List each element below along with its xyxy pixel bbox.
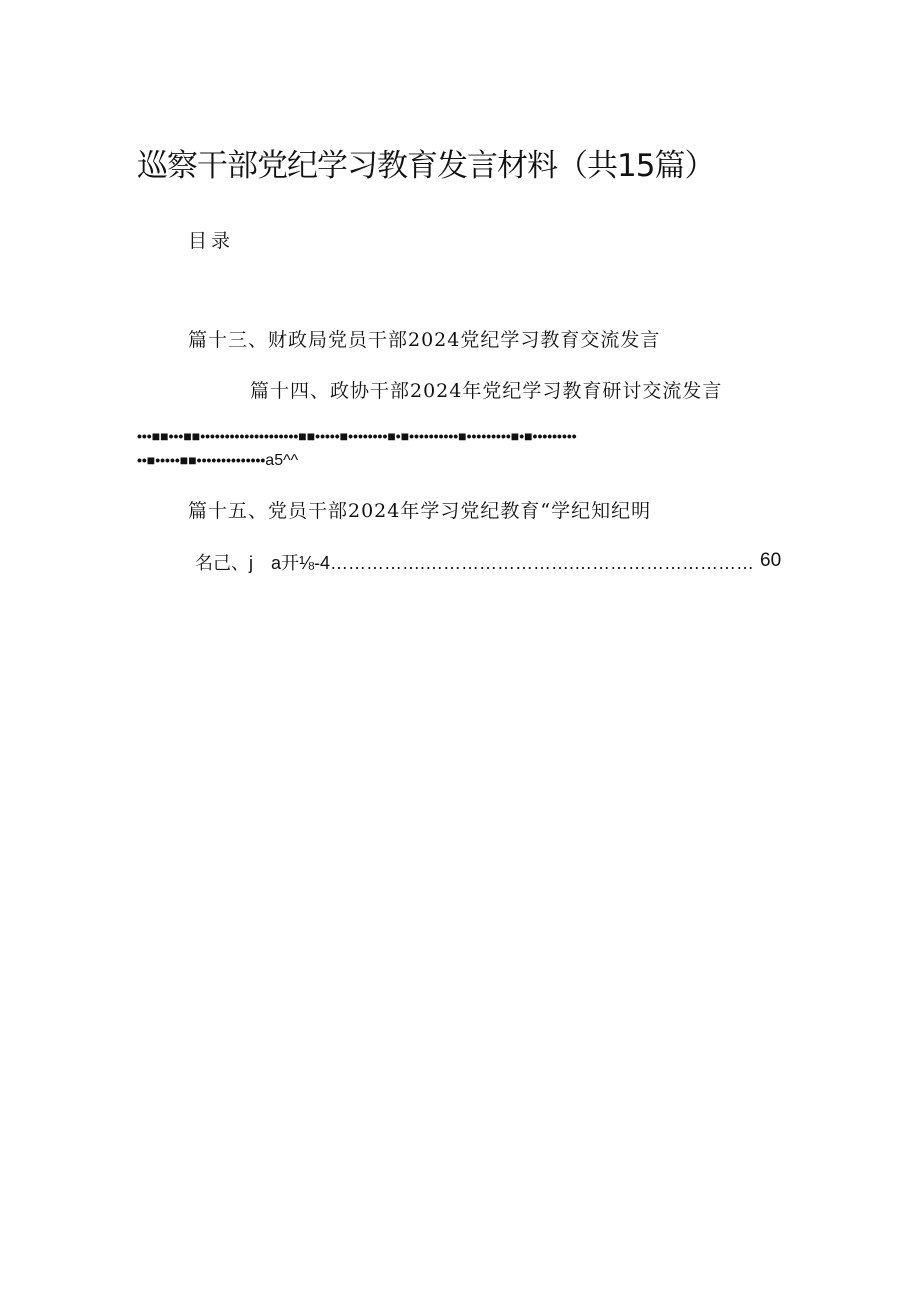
document-title: 巡察干部党纪学习教育发言材料（共15篇） [137,148,715,184]
toc-entry-15-continued [195,549,782,575]
toc-page-number: 60 [760,550,782,571]
toc-entry-14: 篇十四、政协干部2024年党纪学习教育研讨交流发言 [250,380,723,402]
toc-page-number: a5^^ [265,452,299,469]
toc-entry-15: 篇十五、党员干部2024年学习党纪教育“学纪知纪明 [188,500,652,522]
toc-leader-line: •••■■•••■■••••••••••••••••••••■■•••••■••••••••■•■••••••••••■•••••••••■•■••••••••• [137,428,577,444]
toc-leader-dots: ••■•••••■■•••••••••••••• [137,452,266,468]
toc-entry-13: 篇十三、财政局党员干部2024党纪学习教育交流发言 [188,329,661,351]
toc-heading: 目录 [188,230,235,252]
toc-entry-15-tail: 名己、j a开⅛-4…………….…………………….………………………… [195,553,755,573]
toc-leader-line-continued [137,452,298,470]
